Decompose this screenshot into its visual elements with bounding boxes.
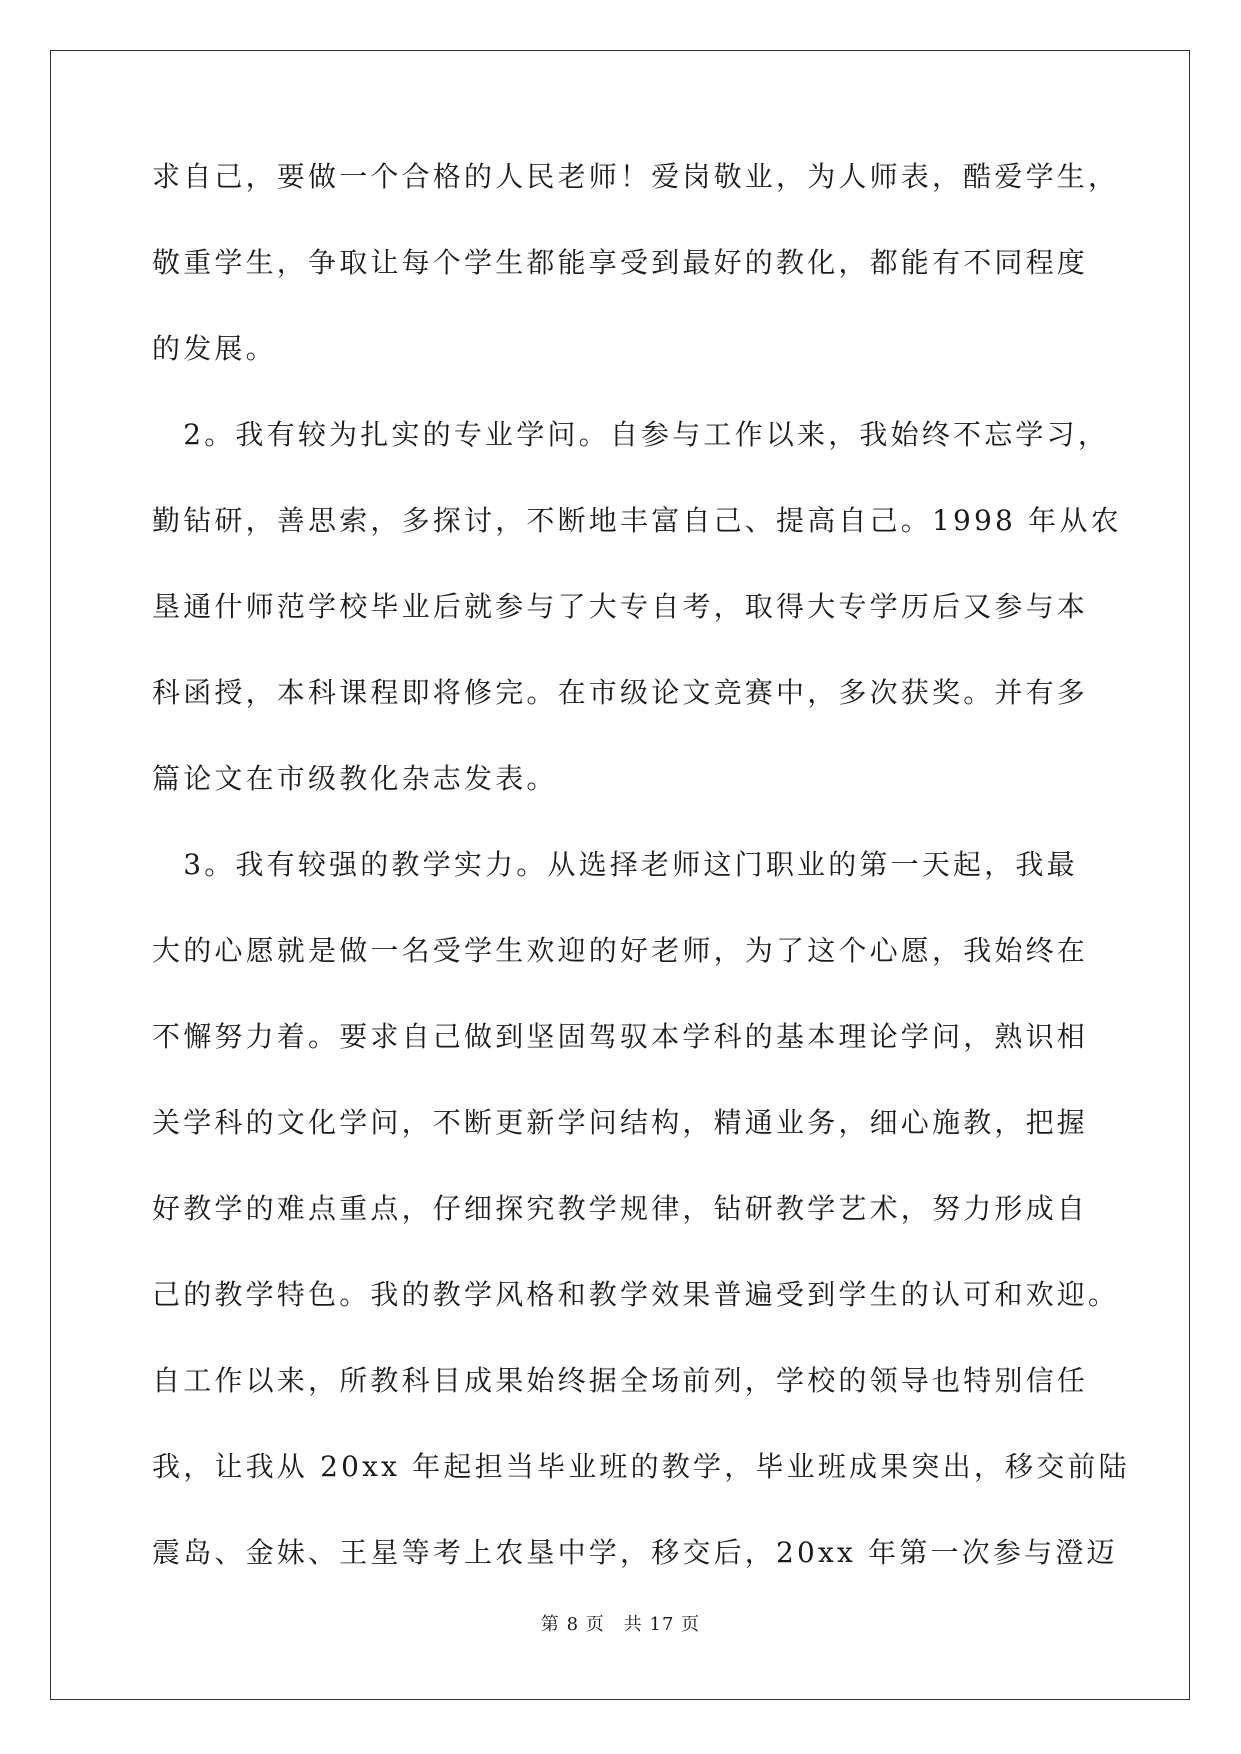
text-line: 关学科的文化学问，不断更新学问结构，精通业务，细心施教，把握 [152,1106,1089,1139]
text-line: 篇论文在市级教化杂志发表。 [152,762,558,795]
text-line: 2。我有较为扎实的专业学问。自参与工作以来，我始终不忘学习， [152,418,1110,451]
document-body [152,157,1130,1619]
page-number: 第 8 页 共 17 页 [540,1614,701,1635]
text-line: 己的教学特色。我的教学风格和教学效果普遍受到学生的认可和欢迎。 [152,1278,1120,1311]
text-line: 科函授，本科课程即将修完。在市级论文竞赛中，多次获奖。并有多 [152,676,1089,709]
text-line: 我，让我从 20xx 年起担当毕业班的教学，毕业班成果突出，移交前陆 [152,1450,1130,1483]
text-line: 勤钻研，善思索，多探讨，不断地丰富自己、提高自己。1998 年从农 [152,504,1122,537]
text-line: 3。我有较强的教学实力。从选择老师这门职业的第一天起，我最 [152,848,1078,881]
text-line: 的发展。 [152,332,277,365]
text-line: 自工作以来，所教科目成果始终据全场前列，学校的领导也特别信任 [152,1364,1089,1397]
text-line: 不懈努力着。要求自己做到坚固驾驭本学科的基本理论学问，熟识相 [152,1020,1089,1053]
text-line: 敬重学生，争取让每个学生都能享受到最好的教化，都能有不同程度 [152,246,1089,279]
text-line: 好教学的难点重点，仔细探究教学规律，钻研教学艺术，努力形成自 [152,1192,1089,1225]
text-line: 求自己，要做一个合格的人民老师！爱岗敬业，为人师表，酷爱学生， [152,160,1120,193]
text-line: 震岛、金妹、王星等考上农垦中学，移交后，20xx 年第一次参与澄迈 [152,1536,1118,1569]
text-line: 大的心愿就是做一名受学生欢迎的好老师，为了这个心愿，我始终在 [152,934,1089,967]
text-line: 垦通什师范学校毕业后就参与了大专自考，取得大专学历后又参与本 [152,590,1089,623]
